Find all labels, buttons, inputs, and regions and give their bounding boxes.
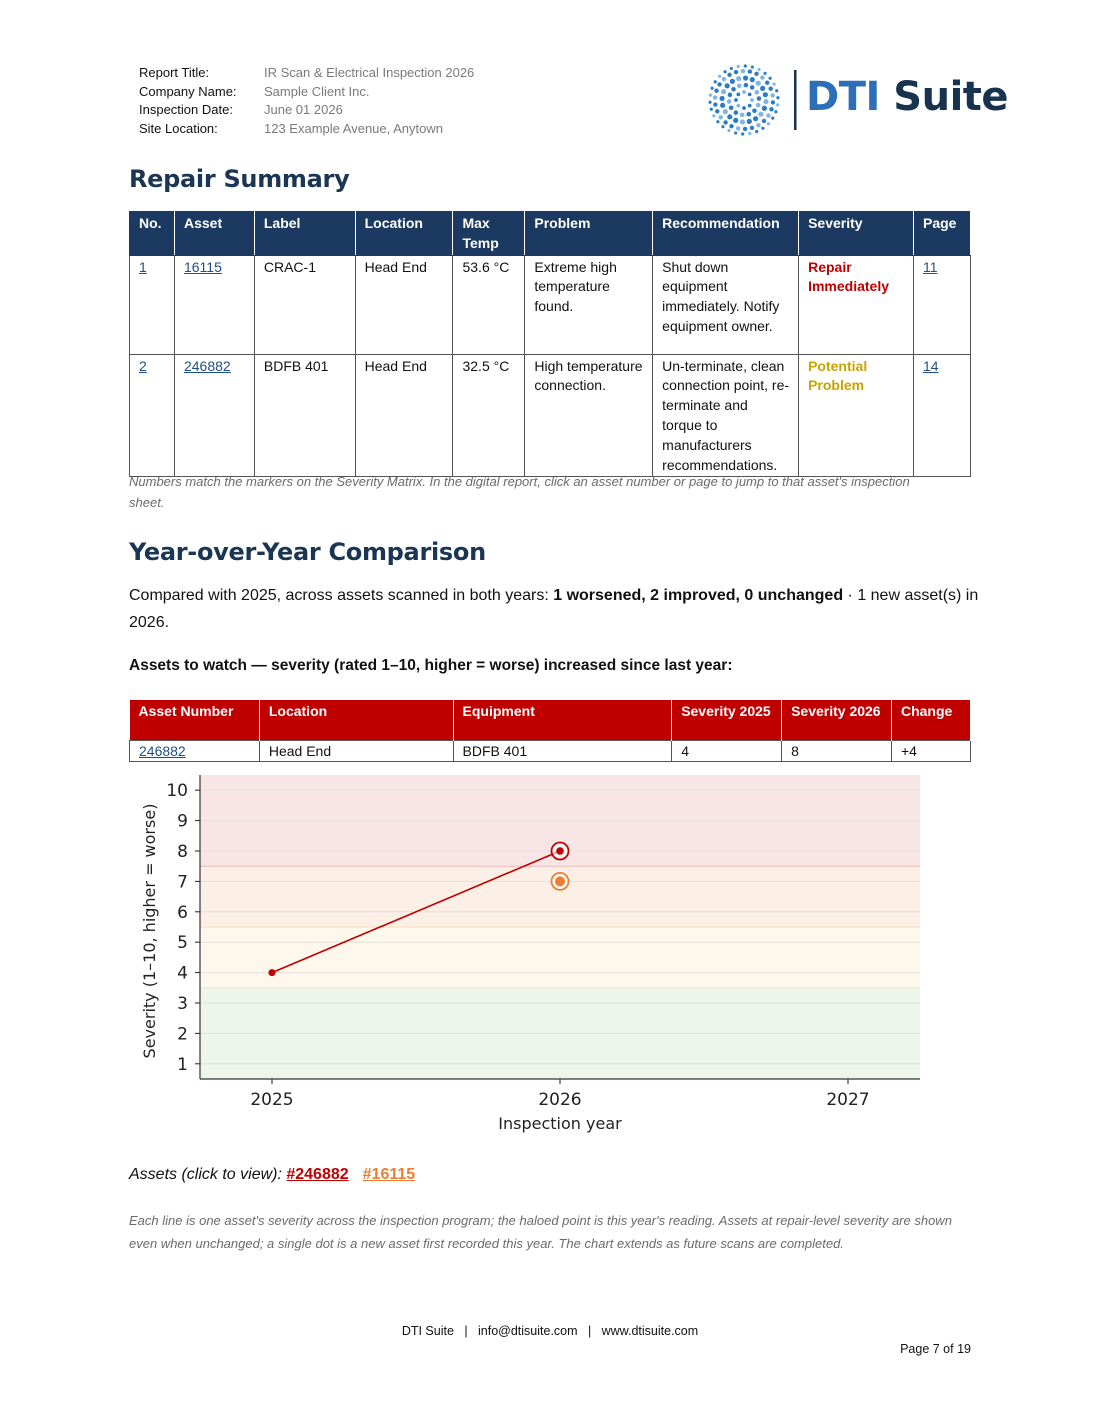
logo-dot bbox=[729, 106, 734, 111]
logo-dot bbox=[747, 119, 752, 124]
header-row-date bbox=[139, 101, 474, 120]
cell-severity: Potential Problem bbox=[799, 354, 914, 477]
logo-dot bbox=[750, 126, 754, 130]
y-tick-label: 9 bbox=[177, 811, 188, 832]
header-label: Company Name: bbox=[139, 83, 237, 99]
x-tick-label: 2026 bbox=[538, 1090, 582, 1110]
column-header: No. bbox=[130, 212, 175, 256]
repair-summary-note: Numbers match the markers on the Severity Matrix. In the digital report, click an asset number or page to jump to that asset's inspection sheet. bbox=[129, 474, 910, 510]
cell-label: CRAC-1 bbox=[254, 255, 355, 354]
header-value: Sample Client Inc. bbox=[264, 83, 370, 99]
cell-severity-2026: 8 bbox=[782, 740, 892, 761]
logo-dot bbox=[734, 110, 739, 115]
logo-dot bbox=[742, 90, 746, 94]
logo-dot bbox=[751, 65, 754, 68]
header-value: June 01 2026 bbox=[264, 102, 343, 118]
yoy-intro bbox=[129, 582, 979, 636]
logo-dot bbox=[727, 129, 730, 132]
logo-dot bbox=[760, 75, 764, 79]
cell-change: +4 bbox=[891, 740, 970, 761]
table-row bbox=[130, 740, 971, 761]
logo-dot bbox=[736, 126, 740, 130]
cell-max-temp: 53.6 °C bbox=[453, 255, 525, 354]
logo-dot bbox=[748, 132, 751, 135]
row-number-link[interactable]: 1 bbox=[139, 258, 147, 275]
watch-heading: Assets to watch — severity (rated 1–10, higher = worse) increased since last year: bbox=[129, 657, 733, 674]
logo-dot bbox=[763, 72, 766, 75]
logo-wordmark bbox=[806, 74, 1008, 120]
column-header: Recommendation bbox=[653, 212, 799, 256]
column-header: Asset Number bbox=[130, 700, 260, 740]
logo-dot bbox=[763, 99, 768, 104]
logo-dot bbox=[710, 108, 713, 111]
logo-dot bbox=[725, 83, 730, 88]
data-point-246882 bbox=[269, 969, 276, 976]
column-header: Equipment bbox=[453, 700, 672, 740]
logo-dot bbox=[723, 109, 728, 114]
column-header: Change bbox=[891, 700, 970, 740]
table-row bbox=[130, 255, 971, 354]
logo-dot bbox=[730, 67, 733, 70]
logo-dot bbox=[710, 87, 713, 90]
logo-dot bbox=[733, 118, 738, 123]
logo-dot bbox=[746, 112, 751, 117]
cell-equipment: BDFB 401 bbox=[453, 740, 672, 761]
cell-label: BDFB 401 bbox=[254, 354, 355, 477]
cell-recommendation: Shut down equipment immediately. Notify equipment owner. bbox=[653, 255, 799, 354]
logo-dot bbox=[717, 82, 721, 86]
logo-dot bbox=[771, 100, 775, 104]
logo-dot bbox=[741, 132, 744, 135]
logo-dot bbox=[750, 98, 754, 102]
logo-dot bbox=[736, 104, 740, 108]
repair-summary-table bbox=[129, 211, 971, 477]
logo-dot bbox=[714, 80, 717, 83]
assets-link-line bbox=[129, 1166, 415, 1184]
logo-dot bbox=[741, 69, 745, 73]
cell-recommendation: Un-terminate, clean connection point, re-terminate and torque to manufacturers recommendations. bbox=[653, 354, 799, 477]
column-header: Severity 2025 bbox=[672, 700, 782, 740]
column-header: Problem bbox=[525, 212, 653, 256]
cell-location: Head End bbox=[355, 354, 453, 477]
column-header: Severity 2026 bbox=[782, 700, 892, 740]
logo-dot bbox=[754, 72, 758, 76]
y-tick-label: 1 bbox=[177, 1054, 188, 1075]
y-tick-label: 2 bbox=[177, 1024, 188, 1045]
logo-dot bbox=[719, 96, 724, 101]
logo-dot bbox=[734, 131, 737, 134]
logo-dot bbox=[734, 98, 738, 102]
assets-label: Assets (click to view): bbox=[129, 1166, 287, 1183]
logo-dot bbox=[755, 130, 758, 133]
logo-dot bbox=[757, 68, 760, 71]
logo-word-dti: DTI bbox=[806, 74, 880, 120]
section-title-yoy: Year-over-Year Comparison bbox=[129, 538, 486, 566]
logo-dot bbox=[769, 87, 773, 91]
logo-dot bbox=[748, 69, 752, 73]
logo-dot bbox=[723, 70, 726, 73]
logo-dot bbox=[750, 77, 755, 82]
chart-note: Each line is one asset's severity across the inspection program; the haloed point is this year's reading. Assets at repair-level severity are shown even when unchanged; a single dot is a new asset first recorded this year. The chart extends as future scans are completed. bbox=[129, 1213, 952, 1251]
logo-dot bbox=[709, 94, 712, 97]
column-header: Max Temp bbox=[453, 212, 525, 256]
x-tick-label: 2025 bbox=[250, 1090, 294, 1110]
y-tick-label: 7 bbox=[177, 872, 188, 893]
logo-dot bbox=[727, 99, 732, 104]
cell-problem: High temperature connection. bbox=[525, 354, 653, 477]
repair-table-header bbox=[130, 212, 971, 256]
logo-dot bbox=[762, 119, 766, 123]
logo-dot bbox=[776, 96, 779, 99]
logo-dot bbox=[766, 113, 770, 117]
logo-dot bbox=[756, 81, 761, 86]
logo-dot bbox=[721, 125, 724, 128]
logo-dot bbox=[757, 96, 762, 101]
logo-dot bbox=[760, 86, 765, 91]
severity-trend-chart bbox=[130, 765, 930, 1140]
cell-severity: Repair Immediately bbox=[799, 255, 914, 354]
header-row-company bbox=[139, 83, 474, 102]
logo-dot bbox=[776, 103, 779, 106]
asset-link-16115[interactable]: #16115 bbox=[362, 1166, 416, 1183]
logo-dot bbox=[740, 119, 745, 124]
asset-link-246882[interactable]: #246882 bbox=[286, 1166, 349, 1183]
cell-problem: Extreme high temperature found. bbox=[525, 255, 653, 354]
yoy-intro-post: · 1 new asset(s) in 2026. bbox=[129, 587, 979, 631]
logo-dot bbox=[737, 83, 742, 88]
row-number-link[interactable]: 2 bbox=[139, 357, 147, 374]
logo-dot bbox=[750, 85, 755, 90]
logo-dot bbox=[756, 103, 761, 108]
x-tick-label: 2027 bbox=[826, 1090, 870, 1110]
header-label: Site Location: bbox=[139, 120, 218, 136]
logo-dot bbox=[727, 73, 731, 77]
section-title-repair-summary: Repair Summary bbox=[129, 165, 350, 193]
logo-dot bbox=[728, 93, 733, 98]
logo-dot bbox=[761, 127, 764, 130]
logo-dot bbox=[731, 87, 736, 92]
logo-dot bbox=[712, 114, 715, 117]
logo-dot bbox=[740, 113, 745, 118]
logo-dot bbox=[708, 101, 711, 104]
cell-max-temp: 32.5 °C bbox=[453, 354, 525, 477]
header-label: Inspection Date: bbox=[139, 102, 233, 118]
logo-dot bbox=[722, 77, 726, 81]
logo-dot bbox=[734, 70, 738, 74]
logo-dot bbox=[752, 108, 757, 113]
asset-link[interactable]: 16115 bbox=[183, 258, 222, 275]
y-tick-label: 10 bbox=[166, 781, 188, 802]
logo-dot bbox=[769, 77, 772, 80]
cell-location: Head End bbox=[259, 740, 453, 761]
logo-dot bbox=[770, 93, 774, 97]
assets-to-watch-table bbox=[129, 700, 971, 762]
page-link[interactable]: 14 bbox=[922, 357, 939, 374]
logo-dot bbox=[718, 75, 721, 78]
data-point-246882 bbox=[556, 847, 564, 855]
logo-dot bbox=[767, 122, 770, 125]
y-tick-label: 3 bbox=[177, 994, 188, 1014]
header-row-site bbox=[139, 120, 474, 139]
logo-dot bbox=[762, 106, 767, 111]
logo-dot bbox=[755, 90, 760, 95]
logo-dot bbox=[721, 89, 726, 94]
table-row bbox=[130, 354, 971, 477]
column-header: Severity bbox=[799, 212, 914, 256]
asset-link[interactable]: 246882 bbox=[139, 742, 186, 759]
logo-dot bbox=[743, 127, 747, 131]
logo-dot bbox=[748, 104, 752, 108]
column-header: Label bbox=[254, 212, 355, 256]
header-label: Report Title: bbox=[139, 65, 210, 80]
watch-table-header bbox=[130, 700, 971, 740]
asset-link[interactable]: 246882 bbox=[183, 357, 231, 374]
header-value: IR Scan & Electrical Inspection 2026 bbox=[264, 65, 475, 80]
logo-dot bbox=[744, 64, 747, 67]
page-link[interactable]: 11 bbox=[922, 258, 938, 275]
column-header: Location bbox=[259, 700, 453, 740]
logo-dot bbox=[716, 120, 719, 123]
logo-dot bbox=[743, 75, 748, 80]
y-tick-label: 4 bbox=[177, 963, 188, 984]
y-tick-label: 5 bbox=[177, 933, 188, 954]
y-axis-label: Severity (1–10, higher = worse) bbox=[140, 803, 159, 1059]
page-number: Page 7 of 19 bbox=[900, 1342, 971, 1356]
logo-dot bbox=[714, 89, 718, 93]
logo-dot bbox=[713, 102, 717, 106]
logo-dot bbox=[737, 65, 740, 68]
logo-dot bbox=[715, 109, 719, 113]
logo-dot bbox=[736, 76, 741, 81]
logo-dot bbox=[727, 114, 732, 119]
logo-dot bbox=[763, 92, 768, 97]
logo-dot bbox=[758, 112, 763, 117]
logo-dot bbox=[748, 92, 752, 96]
logo-dot bbox=[756, 123, 760, 127]
report-header bbox=[139, 64, 474, 138]
logo-dot bbox=[772, 83, 775, 86]
logo-dot bbox=[775, 89, 778, 92]
x-axis-label: Inspection year bbox=[498, 1114, 622, 1133]
logo-word-suite: Suite bbox=[879, 74, 1009, 120]
y-tick-label: 8 bbox=[177, 842, 188, 862]
logo-dot bbox=[723, 120, 727, 124]
logo-dot bbox=[742, 106, 746, 110]
logo-dot bbox=[744, 83, 749, 88]
logo-dot bbox=[730, 79, 735, 84]
column-header: Asset bbox=[174, 212, 254, 256]
cell-location: Head End bbox=[355, 255, 453, 354]
logo-dot bbox=[753, 116, 758, 121]
yoy-intro-pre: Compared with 2025, across assets scanned in both years: bbox=[129, 587, 554, 604]
logo-dot bbox=[736, 92, 740, 96]
logo-dot bbox=[719, 115, 723, 119]
column-header: Page bbox=[913, 212, 970, 256]
logo-dot bbox=[774, 110, 777, 113]
logo-dot bbox=[769, 107, 773, 111]
logo-dot bbox=[729, 124, 733, 128]
cell-severity-2025: 4 bbox=[672, 740, 782, 761]
logo-dot bbox=[720, 103, 725, 108]
logo-dot bbox=[713, 95, 717, 99]
column-header: Location bbox=[355, 212, 453, 256]
header-value: 123 Example Avenue, Anytown bbox=[264, 120, 443, 136]
yoy-intro-counts: 1 worsened, 2 improved, 0 unchanged bbox=[553, 587, 844, 604]
logo-dot bbox=[765, 80, 769, 84]
logo-dot bbox=[771, 117, 774, 120]
footer-contact: DTI Suite | info@dtisuite.com | www.dtisuite.com bbox=[401, 1324, 699, 1338]
header-row-title bbox=[139, 64, 474, 83]
y-tick-label: 6 bbox=[177, 902, 188, 923]
data-point-16115 bbox=[555, 876, 565, 886]
